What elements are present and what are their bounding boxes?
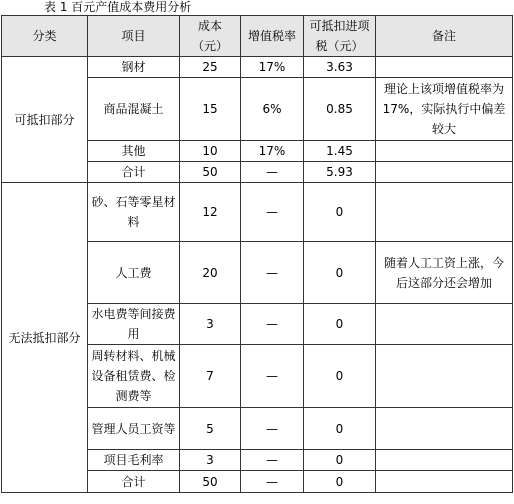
- tax-cell: 3.63: [304, 57, 376, 78]
- cost-cell: 15: [180, 78, 241, 141]
- item-cell: 其他: [88, 141, 180, 162]
- item-cell: 砂、石等零星材料: [88, 183, 180, 242]
- tax-cell: 1.45: [304, 141, 376, 162]
- item-cell: 水电费等间接费用: [88, 304, 180, 345]
- table-row: [2, 183, 513, 242]
- tax-cell: 0: [304, 450, 376, 471]
- remark-cell: [376, 304, 513, 345]
- vat-rate-cell: —: [241, 242, 304, 304]
- deductible-category-cell: 可抵扣部分: [2, 57, 88, 183]
- total-label-cell: 合计: [88, 162, 180, 183]
- total-vat-rate-cell: —: [241, 471, 304, 493]
- header-cost: 成本（元）: [180, 16, 241, 57]
- table-row: [2, 57, 513, 78]
- item-cell: 项目毛利率: [88, 450, 180, 471]
- header-vat-rate: 增值税率: [241, 16, 304, 57]
- total-tax-cell: 5.93: [304, 162, 376, 183]
- cost-cell: 3: [180, 304, 241, 345]
- total-vat-rate-cell: —: [241, 162, 304, 183]
- table-caption: 表 1 百元产值成本费用分析: [44, 0, 192, 14]
- tax-cell: 0: [304, 304, 376, 345]
- item-cell: 钢材: [88, 57, 180, 78]
- remark-cell: [376, 408, 513, 450]
- vat-rate-cell: 17%: [241, 57, 304, 78]
- header-item: 项目: [88, 16, 180, 57]
- item-cell: 周转材料、机械设备租赁费、检测费等: [88, 345, 180, 408]
- remark-cell: [376, 141, 513, 162]
- remark-cell: [376, 183, 513, 242]
- cost-cell: 10: [180, 141, 241, 162]
- vat-rate-cell: —: [241, 408, 304, 450]
- remark-cell: [376, 345, 513, 408]
- cost-cell: 20: [180, 242, 241, 304]
- remark-cell: [376, 57, 513, 78]
- vat-rate-cell: —: [241, 183, 304, 242]
- total-cost-cell: 50: [180, 471, 241, 493]
- item-cell: 人工费: [88, 242, 180, 304]
- table-header-row: [2, 16, 513, 57]
- total-remark-cell: [376, 162, 513, 183]
- vat-rate-cell: —: [241, 304, 304, 345]
- tax-cell: 0: [304, 408, 376, 450]
- tax-cell: 0: [304, 242, 376, 304]
- header-remark: 备注: [376, 16, 513, 57]
- tax-cell: 0: [304, 183, 376, 242]
- remark-cell: 理论上该项增值税率为 17%，实际执行中偏差较大: [376, 78, 513, 141]
- total-label-cell: 合计: [88, 471, 180, 493]
- vat-rate-cell: 17%: [241, 141, 304, 162]
- vat-rate-cell: —: [241, 450, 304, 471]
- total-cost-cell: 50: [180, 162, 241, 183]
- item-cell: 商品混凝土: [88, 78, 180, 141]
- vat-rate-cell: 6%: [241, 78, 304, 141]
- cost-cell: 25: [180, 57, 241, 78]
- cost-cell: 5: [180, 408, 241, 450]
- remark-cell: [376, 450, 513, 471]
- item-cell: 管理人员工资等: [88, 408, 180, 450]
- header-deductible-tax: 可抵扣进项税（元）: [304, 16, 376, 57]
- tax-cell: 0: [304, 345, 376, 408]
- total-remark-cell: [376, 471, 513, 493]
- remark-cell: 随着人工工资上涨，今后这部分还会增加: [376, 242, 513, 304]
- cost-cell: 7: [180, 345, 241, 408]
- non-deductible-category-cell: 无法抵扣部分: [2, 183, 88, 493]
- cost-analysis-table: [1, 15, 513, 493]
- total-tax-cell: 0: [304, 471, 376, 493]
- cost-cell: 3: [180, 450, 241, 471]
- cost-cell: 12: [180, 183, 241, 242]
- header-category: 分类: [2, 16, 88, 57]
- tax-cell: 0.85: [304, 78, 376, 141]
- vat-rate-cell: —: [241, 345, 304, 408]
